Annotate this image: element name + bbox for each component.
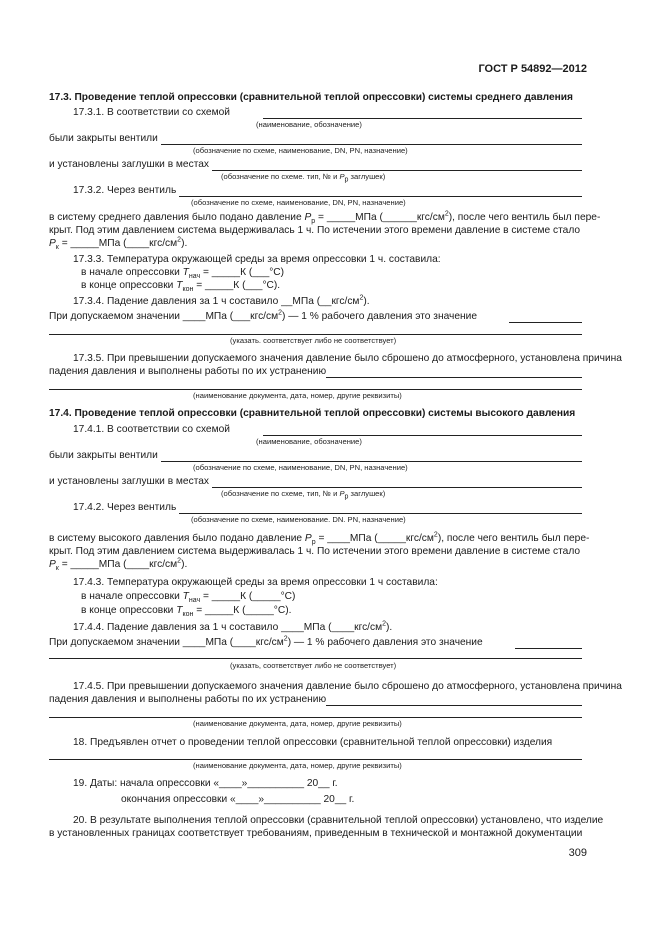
caption: (обозначение по схеме, наименование. DN. PN, назначение) [191,515,406,524]
caption: (наименование, обозначение) [256,120,362,129]
label: и установлены заглушки в местах [49,476,210,487]
label: были закрыты вентили [49,133,158,144]
caption: (указать. соответствует либо не соответствует) [230,336,397,345]
field-17-4-valves [49,449,582,462]
caption: (обозначение по схеме, наименование, DN, PN, назначение) [191,198,406,207]
blank-line[interactable] [179,504,582,514]
caption: (обозначение по схеме, наименование, DN, PN, назначение) [193,463,408,472]
field-17-4-plugs [49,475,582,488]
blank-line[interactable] [263,109,582,119]
caption: (наименование, обозначение) [256,437,362,446]
para-pressure-1: в систему среднего давления было подано давление $P_р$ = _____МПа $(\_\_\_\_\_\_кгс/см^2)$, после чего вентиль был пере- [49,210,601,226]
item-18: 18. Предъявлен отчет о проведении теплой опрессовки (сравнительной теплой опрессовки) изделия [73,737,553,748]
item-20-line-2: в установленных границах соответствует требованиям, приведенным в технической и монтажной документации [49,828,583,839]
caption: (обозначение по схеме. тип, № и $P_р$ заглушек) [221,172,386,184]
label: 17.3.1. В соответствии со схемой [73,107,230,118]
dates-start: 19. Даты: начала опрессовки «____»__________ 20__ г. [73,778,338,789]
blank-line[interactable] [509,313,582,323]
section-17-3-title: 17.3. Проведение теплой опрессовки (сравнительной теплой опрессовки) системы среднего давления [49,92,573,103]
para-pressure-3: $P_к$ = _____МПа $(\_\_\_\_кгс/см^2)$. [49,557,188,573]
field-17-3-2 [73,184,582,197]
blank-line[interactable] [49,334,582,335]
pressure-drop: 17.4.4. Падение давления за 1 ч составило ____МПа $(\_\_\_\_кгс/см^2)$. [73,620,393,633]
blank-line[interactable] [49,389,582,390]
exceed-line-2: падения давления и выполнены работы по их устранению [49,365,582,378]
temp-end: в конце опрессовки $T_{кон}$ = _____К (_____°С). [81,605,292,619]
blank-line[interactable] [161,135,582,145]
para-pressure-1: в систему высокого давления было подано давление $P_р$ = ____МПа $(\_\_\_\_\_кгс/см^2)$, после чего вентиль был пере- [49,531,590,547]
caption: (обозначение по схеме, наименование, DN, PN, назначение) [193,146,408,155]
exceed-line-1: 17.3.5. При превышении допускаемого значения давление было сброшено до атмосферного, установлена причина [73,353,622,364]
field-17-4-2 [73,501,582,514]
temp-end: в конце опрессовки $T_{кон}$ = _____К (___°С). [81,280,281,294]
pressure-drop: 17.3.4. Падение давления за 1 ч составило __МПа $(\_\_кгс/см^2)$. [73,294,370,307]
caption: (наименование документа, дата, номер, другие реквизиты) [193,761,402,770]
label: и установлены заглушки в местах [49,159,210,170]
caption: (наименование документа, дата, номер, другие реквизиты) [193,719,402,728]
blank-line[interactable] [49,717,582,718]
label: 17.4.1. В соответствии со схемой [73,424,230,435]
allowable-value: При допускаемом значении ____МПа $(\_\_\_\_кгс/см^2)$ — 1 % рабочего давления это значение [49,636,582,649]
dates-end: окончания опрессовки «____»__________ 20__ г. [121,794,355,805]
blank-line[interactable] [326,368,582,378]
blank-line[interactable] [49,658,582,659]
temp-start: в начале опрессовки $T_{нач}$ = _____К (_____°С) [81,591,296,605]
para-pressure-3: $P_к$ = _____МПа $(\_\_\_\_кгс/см^2)$. [49,236,188,252]
blank-line[interactable] [161,452,582,462]
page-number: 309 [568,847,587,859]
blank-line[interactable] [179,187,582,197]
label: были закрыты вентили [49,450,158,461]
blank-line[interactable] [212,478,582,488]
para-pressure-2: крыт. Под этим давлением система выдерживалась 1 ч. По истечении этого времени давление в системе стало [49,546,581,557]
field-17-4-1 [73,423,582,436]
label: 17.3.2. Через вентиль [73,185,177,196]
field-17-3-valves [49,132,582,145]
temp-label: 17.4.3. Температура окружающей среды за время опрессовки 1 ч составила: [73,577,438,588]
blank-line[interactable] [49,759,582,760]
field-17-3-1 [73,106,582,119]
field-17-3-plugs [49,158,582,171]
temp-label: 17.3.3. Температура окружающей среды за время опрессовки 1 ч. составила: [73,254,441,265]
exceed-line-1: 17.4.5. При превышении допускаемого значения давление было сброшено до атмосферного, установлена причина [73,681,622,692]
blank-line[interactable] [212,161,582,171]
exceed-line-2: падения давления и выполнены работы по их устранению [49,693,582,706]
blank-line[interactable] [515,639,582,649]
blank-line[interactable] [326,696,582,706]
section-17-4-title: 17.4. Проведение теплой опрессовки (сравнительной теплой опрессовки) системы высокого давления [49,408,576,419]
caption: (наименование документа, дата, номер, другие реквизиты) [193,391,402,400]
blank-line[interactable] [263,426,582,436]
label: 17.4.2. Через вентиль [73,502,177,513]
allowable-value: При допускаемом значении ____МПа $(\_\_\_кгс/см^2)$ — 1 % рабочего давления это значение [49,310,582,323]
para-pressure-2: крыт. Под этим давлением система выдерживалась 1 ч. По истечении этого времени давление в системе стало [49,225,581,236]
item-20-line-1: 20. В результате выполнения теплой опрессовки (сравнительной теплой опрессовки) установлено, что изделие [73,815,604,826]
caption: (обозначение по схеме, тип, № и $P_р$ заглушек) [221,489,386,501]
standard-header: ГОСТ Р 54892—2012 [478,63,587,75]
caption: (указать, соответствует либо не соответствует) [230,661,397,670]
temp-start: в начале опрессовки $T_{нач}$ = _____К (___°С) [81,267,285,281]
